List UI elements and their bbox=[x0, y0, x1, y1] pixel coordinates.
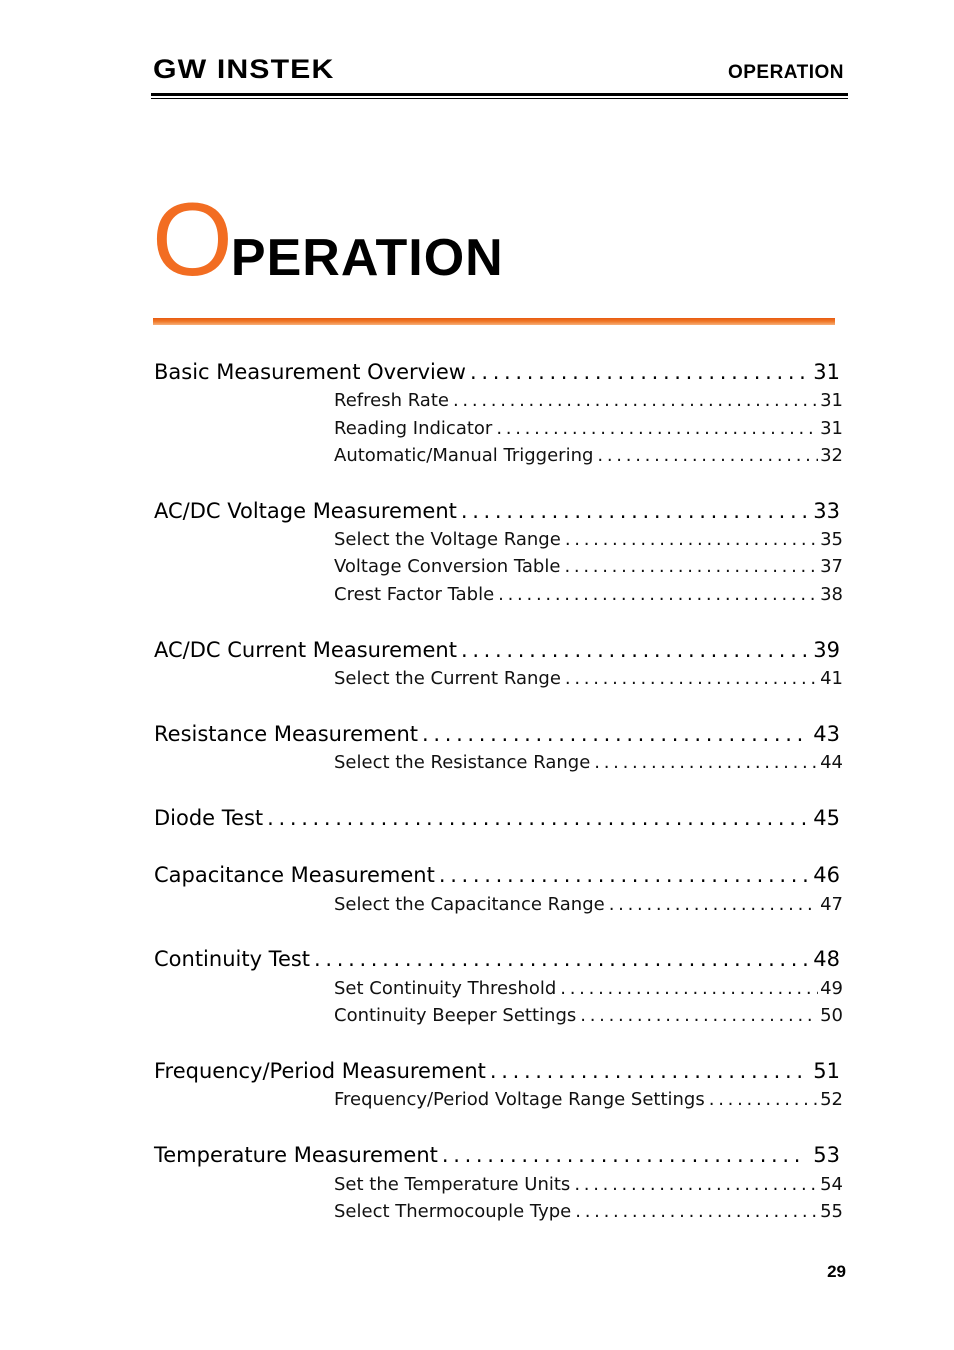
toc-subentry-page: 37 bbox=[820, 556, 843, 577]
toc-leader bbox=[594, 752, 818, 773]
toc-leader bbox=[496, 418, 818, 439]
toc-leader bbox=[461, 638, 807, 662]
toc-entry-title: Continuity Test bbox=[154, 947, 311, 971]
toc-entry[interactable] bbox=[154, 638, 840, 662]
toc-subentry[interactable] bbox=[334, 445, 843, 466]
toc-leader bbox=[709, 1089, 818, 1110]
toc-subentry[interactable] bbox=[334, 978, 843, 999]
toc-subentry-title: Reading Indicator bbox=[334, 418, 493, 439]
toc-subentry-page: 54 bbox=[820, 1174, 843, 1195]
toc-subentry-title: Select the Resistance Range bbox=[334, 752, 591, 773]
toc-subentry-page: 44 bbox=[820, 752, 843, 773]
header-rule bbox=[151, 93, 848, 99]
toc-leader bbox=[565, 668, 818, 689]
toc-leader bbox=[580, 1005, 818, 1026]
toc-subentry-page: 47 bbox=[820, 894, 843, 915]
toc-subentry[interactable] bbox=[334, 584, 843, 605]
toc-subentry[interactable] bbox=[334, 752, 843, 773]
toc-entry-page: 48 bbox=[813, 947, 840, 971]
toc-subentry[interactable] bbox=[334, 418, 843, 439]
toc-subentry-page: 55 bbox=[820, 1201, 843, 1222]
toc-entry-page: 46 bbox=[813, 863, 840, 887]
toc-entry-title: AC/DC Current Measurement bbox=[154, 638, 457, 662]
toc-entry-title: Capacitance Measurement bbox=[154, 863, 435, 887]
toc-subentry-title: Select the Current Range bbox=[334, 668, 561, 689]
toc-entry-title: Diode Test bbox=[154, 806, 264, 830]
toc-leader bbox=[490, 1059, 807, 1083]
header-section-title: OPERATION bbox=[727, 62, 844, 83]
toc-leader bbox=[267, 806, 807, 830]
toc-subentry-page: 52 bbox=[820, 1089, 843, 1110]
toc-entry[interactable] bbox=[154, 863, 840, 887]
toc-subentry-title: Refresh Rate bbox=[334, 390, 449, 411]
toc-subentry-title: Voltage Conversion Table bbox=[334, 556, 561, 577]
toc-subentry-title: Automatic/Manual Triggering bbox=[334, 445, 594, 466]
toc-entry[interactable] bbox=[154, 722, 840, 746]
toc-subentry-page: 32 bbox=[820, 445, 843, 466]
toc-leader bbox=[565, 529, 818, 550]
toc-leader bbox=[574, 1174, 818, 1195]
toc-entry-title: Frequency/Period Measurement bbox=[154, 1059, 486, 1083]
toc-entry-title: Basic Measurement Overview bbox=[154, 360, 466, 384]
toc-subentry-title: Frequency/Period Voltage Range Settings bbox=[334, 1089, 705, 1110]
toc-subentry[interactable] bbox=[334, 1174, 843, 1195]
toc-leader bbox=[560, 978, 818, 999]
title-rule bbox=[153, 318, 835, 325]
toc-leader bbox=[442, 1143, 807, 1167]
toc-subentry-page: 50 bbox=[820, 1005, 843, 1026]
toc-leader bbox=[314, 947, 807, 971]
toc-entry-title: Temperature Measurement bbox=[154, 1143, 438, 1167]
toc-subentry[interactable] bbox=[334, 894, 843, 915]
toc-leader bbox=[439, 863, 807, 887]
toc-leader bbox=[422, 722, 807, 746]
toc-leader bbox=[597, 445, 818, 466]
toc-entry[interactable] bbox=[154, 806, 840, 830]
toc-subentry-title: Set Continuity Threshold bbox=[334, 978, 557, 999]
chapter-title-initial: O bbox=[152, 182, 233, 298]
toc-leader bbox=[575, 1201, 818, 1222]
toc-entry-page: 31 bbox=[813, 360, 840, 384]
toc-subentry[interactable] bbox=[334, 529, 843, 550]
toc-entry[interactable] bbox=[154, 1143, 840, 1167]
toc-subentry-page: 35 bbox=[820, 529, 843, 550]
toc-subentry[interactable] bbox=[334, 1201, 843, 1222]
toc-leader bbox=[564, 556, 818, 577]
toc-subentry-title: Select the Voltage Range bbox=[334, 529, 561, 550]
toc-leader bbox=[470, 360, 807, 384]
toc-subentry-title: Crest Factor Table bbox=[334, 584, 495, 605]
toc-subentry-page: 31 bbox=[820, 418, 843, 439]
toc-subentry[interactable] bbox=[334, 1005, 843, 1026]
toc-entry-title: AC/DC Voltage Measurement bbox=[154, 499, 457, 523]
chapter-title bbox=[152, 182, 504, 298]
toc-subentry-title: Select the Capacitance Range bbox=[334, 894, 605, 915]
toc-entry-page: 45 bbox=[813, 806, 840, 830]
toc-leader bbox=[453, 390, 818, 411]
header-logo: GW INSTEK bbox=[153, 54, 335, 84]
toc-entry-title: Resistance Measurement bbox=[154, 722, 419, 746]
toc-subentry[interactable] bbox=[334, 1089, 843, 1110]
toc-entry[interactable] bbox=[154, 1059, 840, 1083]
toc-subentry-page: 31 bbox=[820, 390, 843, 411]
toc-entry-page: 33 bbox=[813, 499, 840, 523]
toc-subentry-title: Set the Temperature Units bbox=[334, 1174, 571, 1195]
toc-entry[interactable] bbox=[154, 947, 840, 971]
toc-leader bbox=[461, 499, 807, 523]
toc-subentry-page: 49 bbox=[820, 978, 843, 999]
toc-subentry-page: 38 bbox=[820, 584, 843, 605]
toc-subentry[interactable] bbox=[334, 556, 843, 577]
chapter-title-rest: PERATION bbox=[230, 229, 504, 287]
toc-entry-page: 53 bbox=[813, 1143, 840, 1167]
toc-entry-page: 39 bbox=[813, 638, 840, 662]
page-number: 29 bbox=[827, 1262, 846, 1281]
toc-entry-page: 51 bbox=[813, 1059, 840, 1083]
toc-leader bbox=[498, 584, 818, 605]
toc-subentry[interactable] bbox=[334, 390, 843, 411]
toc-subentry-page: 41 bbox=[820, 668, 843, 689]
toc-subentry-title: Continuity Beeper Settings bbox=[334, 1005, 577, 1026]
toc-leader bbox=[609, 894, 818, 915]
toc-subentry[interactable] bbox=[334, 668, 843, 689]
toc-entry[interactable] bbox=[154, 499, 840, 523]
toc-subentry-title: Select Thermocouple Type bbox=[334, 1201, 572, 1222]
toc-entry[interactable] bbox=[154, 360, 840, 384]
toc-entry-page: 43 bbox=[813, 722, 840, 746]
